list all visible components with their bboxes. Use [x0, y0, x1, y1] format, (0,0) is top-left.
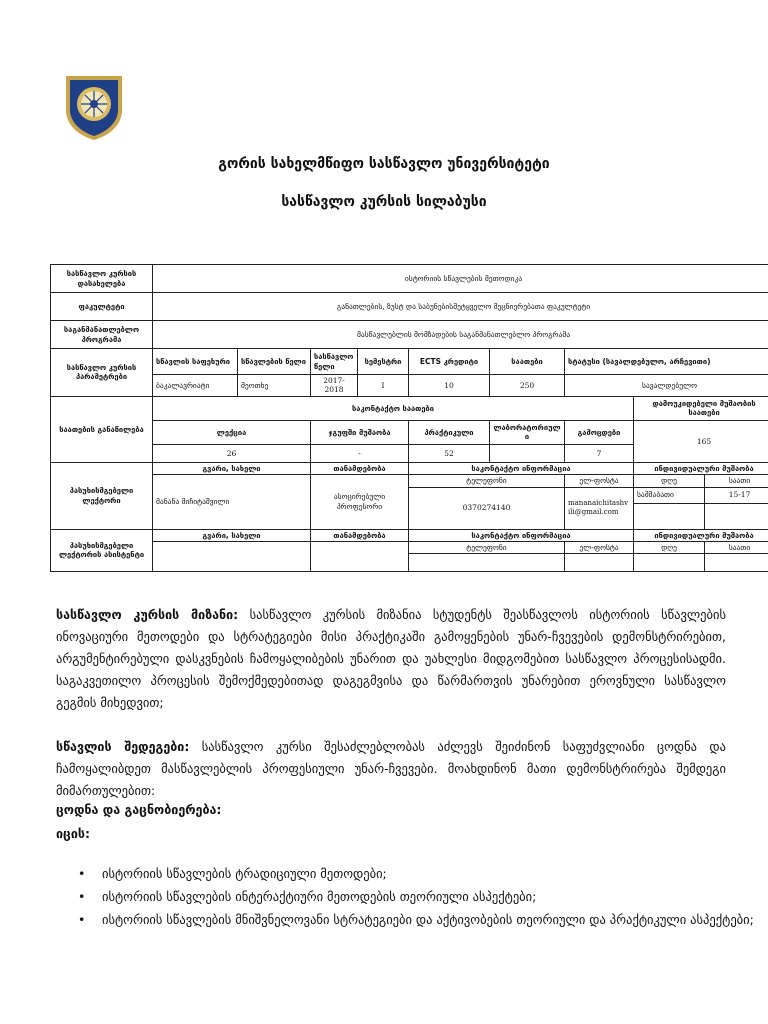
lecturer-label: პასუხისმგებელი ლექტორი — [51, 462, 153, 529]
course-goal-paragraph — [56, 604, 726, 714]
param-value: 10 — [409, 375, 490, 397]
hours-value: 7 — [565, 444, 634, 462]
param-value: სავალდებულო — [565, 375, 768, 397]
hours-value — [490, 444, 565, 462]
param-value: 250 — [490, 375, 565, 397]
university-name: გორის სახელმწიფო სასწავლო უნივერსიტეტი — [218, 156, 550, 172]
lecturer-email: mananaichitashvili@gmail.com — [565, 487, 634, 529]
bullet-icon: • — [78, 866, 86, 881]
independent-hours-header: დამოუკიდებელი მუშაობის საათები — [634, 396, 768, 420]
params-value-row — [51, 375, 768, 397]
hours-label: საათების განაწილება — [51, 396, 153, 462]
independent-hours-value: 165 — [634, 420, 768, 462]
param-value: I — [358, 375, 409, 397]
empty-cell — [409, 554, 565, 572]
name-header: გვარი, სახელი — [153, 529, 311, 541]
knowledge-list — [56, 862, 768, 931]
hours-header: ლექცია — [153, 420, 311, 444]
hours-header: ლაბორატორიული — [490, 420, 565, 444]
knowledge-heading: ცოდნა და გაცნობიერება: — [56, 802, 222, 817]
hours-value: - — [311, 444, 409, 462]
param-header: ECTS კრედიტი — [409, 349, 490, 375]
hours-header: ჯგუფში მუშაობა — [311, 420, 409, 444]
faculty-label: ფაკულტეტი — [51, 293, 153, 321]
course-name-label: სასწავლო კურსის დასახელება — [51, 265, 153, 293]
program-row — [51, 321, 768, 349]
course-goal-text: სასწავლო კურსის მიზანია სტუდენტს შეასწავლოს ისტორიის სწავლების ინოვაციური მეთოდები და სტრატეგიები მისი პრაქტიკაში გამოყენების უნარ-ჩვევების დემონსტრირებით, არგუმენტირებული დასკვნების ჩამოყალიბების უნარით და უახლესი მიდგომებით სასწავლო პროცესისადმი. საგაკვეთილო პროცესის შემოქმედებითად დაგეგმვისა და წარმართვის უნარებით ეროვნული სასწავლო გეგმის მიხედვით; — [56, 607, 726, 710]
param-header: სემესტრი — [358, 349, 409, 375]
hours-header: გამოცდები — [565, 420, 634, 444]
individual-work-header: ინდივიდუალური მუშაობა — [634, 462, 768, 474]
list-item-text: ისტორიის სწავლების ინტერაქტიური მეთოდების თეორიული ასპექტები; — [102, 889, 537, 904]
learning-results-text: სასწავლო კურსი შესაძლებლობას აძლევს შეიძინონ საფუძვლიანი ცოდნა და ჩამოყალიბდეთ მასწავლებლის პროფესიული უნარ-ჩვევები. მოახდინონ მათი დემონსტრირება შემდეგი მიმართულებით: — [56, 739, 726, 798]
contact-info-header: საკონტაქტო ინფორმაცია — [409, 462, 634, 474]
university-emblem-icon — [58, 70, 130, 142]
assistant-label: პასუხისმგებელი ლექტორის ასისტენტი — [51, 529, 153, 572]
assistant-header-row — [51, 529, 768, 541]
faculty-value: განათლების, ზუსტ და საბუნებისმეტყველო მეცნიერებათა ფაკულტეტი — [153, 293, 768, 321]
course-name-row — [51, 265, 768, 293]
params-label: სასწავლო კურსის პარამეტრები — [51, 349, 153, 397]
contact-info-header: საკონტაქტო ინფორმაცია — [409, 529, 634, 541]
day-header: დღე — [634, 541, 705, 553]
hour-header: საათი — [705, 541, 768, 553]
assistant-position — [311, 541, 409, 571]
hours-header-row — [51, 420, 768, 444]
lecturer-position: ასოცირებული პროფესორი — [311, 475, 409, 529]
list-item — [78, 908, 768, 931]
lecturer-phone: 0370274140 — [409, 487, 565, 529]
name-header: გვარი, სახელი — [153, 462, 311, 474]
hours-header: პრაქტიკული — [409, 420, 490, 444]
param-header: სწავლების წელი — [238, 349, 311, 375]
email-header: ელ-ფოსტა — [565, 475, 634, 487]
program-label: საგანმანათლებლო პროგრამა — [51, 321, 153, 349]
contact-hours-header: საკონტაქტო საათები — [153, 396, 634, 420]
lecturer-name: მანანა მიჩიტაშვილი — [153, 475, 311, 529]
hours-value: 52 — [409, 444, 490, 462]
syllabus-table — [50, 264, 768, 572]
email-header: ელ-ფოსტა — [565, 541, 634, 553]
param-value: მეოთხე — [238, 375, 311, 397]
learning-results-label: სწავლის შედეგები: — [56, 739, 190, 754]
params-header-row — [51, 349, 768, 375]
lecturer-day: სამშაბათი — [634, 487, 705, 503]
hours-value: 26 — [153, 444, 311, 462]
list-item — [78, 862, 768, 885]
lecturer-hour: 15-17 — [705, 487, 768, 503]
list-item-text: ისტორიის სწავლების ტრადიციული მეთოდები; — [102, 866, 387, 881]
position-header: თანამდებობა — [311, 529, 409, 541]
learning-results-paragraph — [56, 736, 726, 802]
list-item-text: ისტორიის სწავლების მნიშვნელოვანი სტრატეგიები და აქტივობების თეორიული და პრაქტიკული ასპექტები; — [102, 912, 754, 927]
empty-cell — [705, 503, 768, 529]
course-name-value: ისტორიის სწავლების მეთოდიკა — [153, 265, 768, 293]
bullet-icon: • — [78, 889, 86, 904]
param-value: 2017-2018 — [311, 375, 358, 397]
assistant-name — [153, 541, 311, 571]
empty-cell — [634, 554, 705, 572]
phone-header: ტელეფონი — [409, 541, 565, 553]
day-header: დღე — [634, 475, 705, 487]
lecturer-header-row — [51, 462, 768, 474]
empty-cell — [634, 503, 705, 529]
bullet-icon: • — [78, 912, 86, 927]
phone-header: ტელეფონი — [409, 475, 565, 487]
param-value: ბაკალავრიატი — [153, 375, 238, 397]
list-item — [78, 885, 768, 908]
empty-cell — [565, 554, 634, 572]
assistant-subheader-row — [51, 541, 768, 553]
course-goal-label: სასწავლო კურსის მიზანი: — [56, 607, 239, 622]
position-header: თანამდებობა — [311, 462, 409, 474]
hour-header: საათი — [705, 475, 768, 487]
param-header: საათები — [490, 349, 565, 375]
lecturer-subheader-row — [51, 475, 768, 487]
program-value: მასწავლებლის მომზადების საგანმანათლებლო პროგრამა — [153, 321, 768, 349]
param-header: სტატუსი (სავალდებულო, არჩევითი) — [565, 349, 768, 375]
document-title: სასწავლო კურსის სილაბუსი — [281, 194, 487, 210]
param-header: სასწავლო წელი — [311, 349, 358, 375]
individual-work-header: ინდივიდუალური მუშაობა — [634, 529, 768, 541]
hours-top-row — [51, 396, 768, 420]
empty-cell — [705, 554, 768, 572]
knows-subheading: იცის: — [56, 826, 90, 841]
faculty-row — [51, 293, 768, 321]
param-header: სწავლის საფეხური — [153, 349, 238, 375]
